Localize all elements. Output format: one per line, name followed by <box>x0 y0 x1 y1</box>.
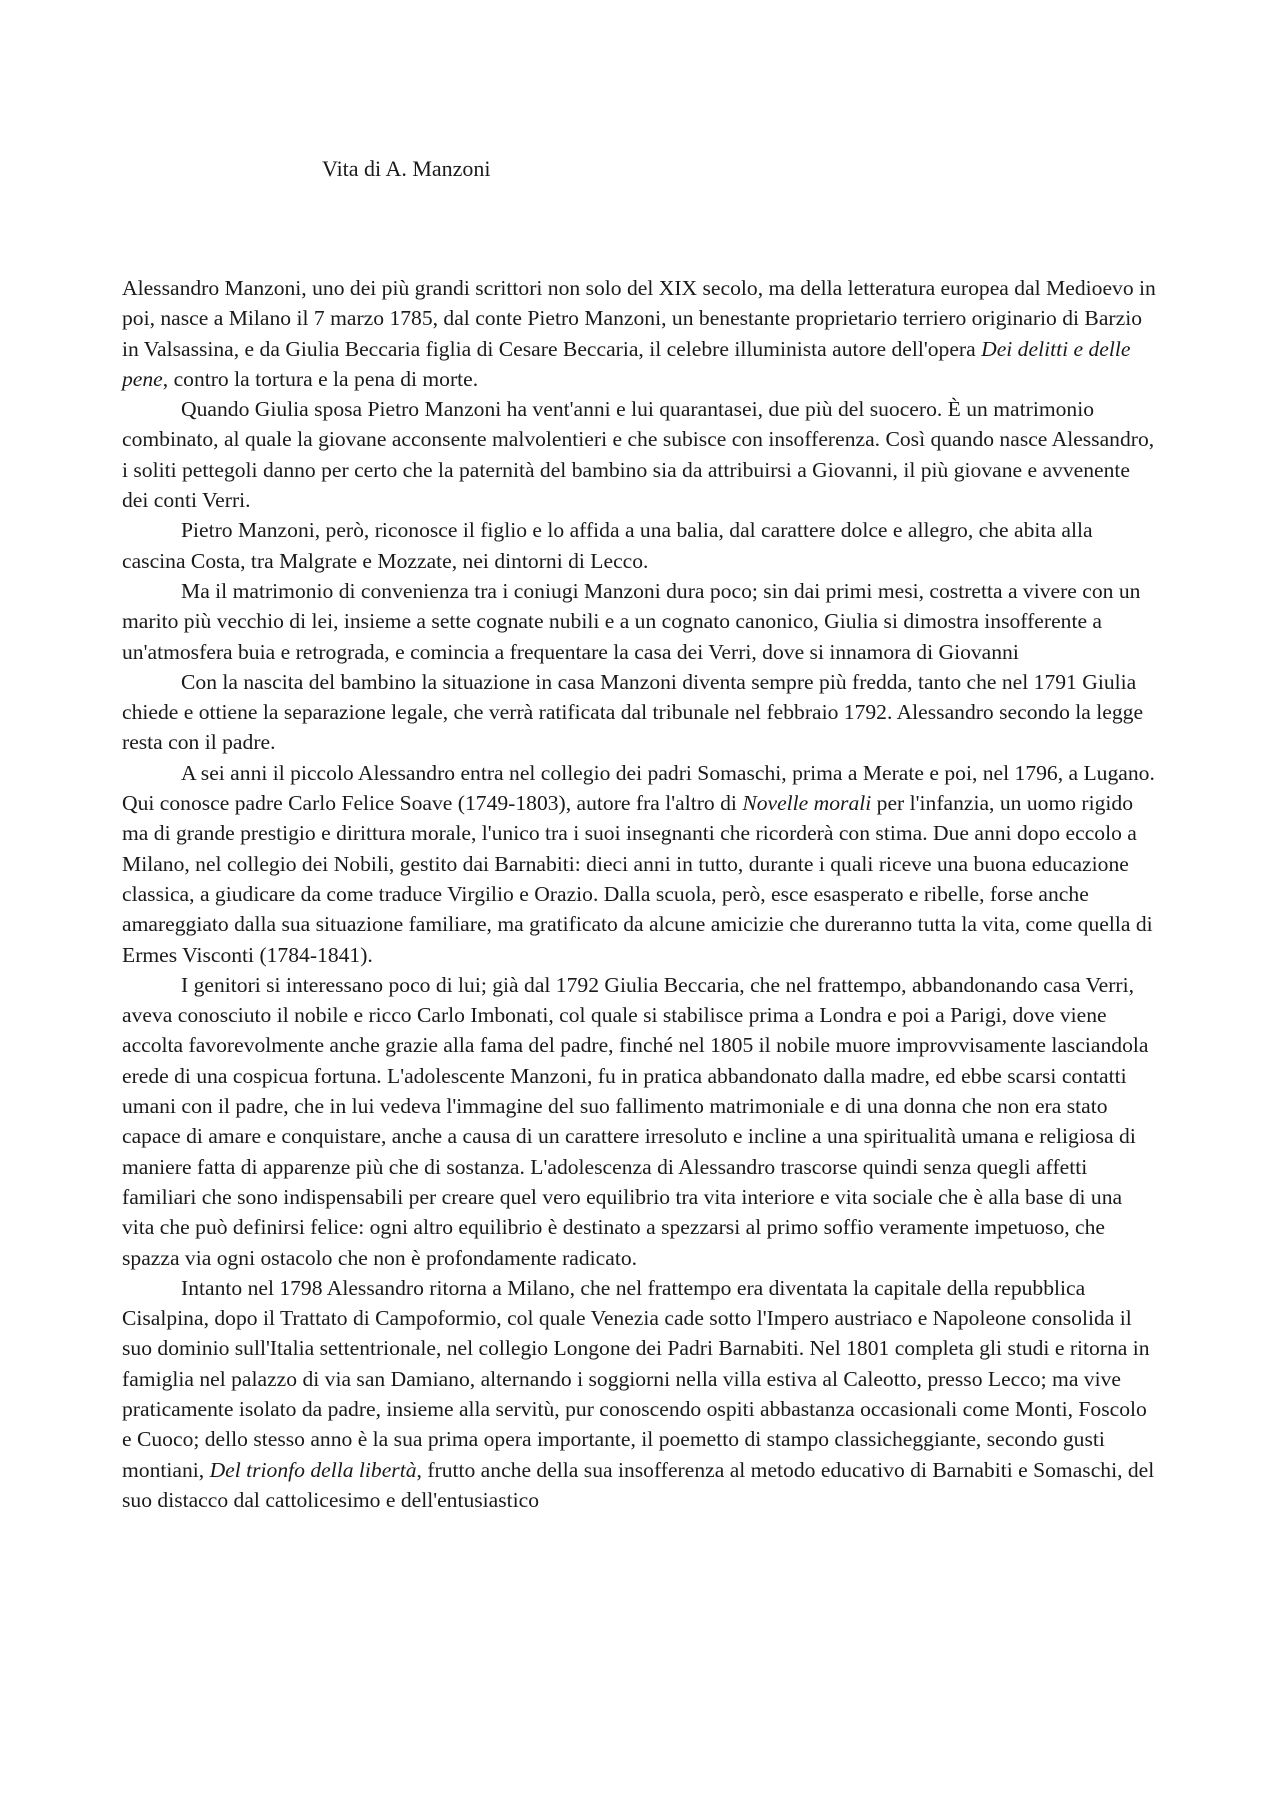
paragraph-text: Quando Giulia sposa Pietro Manzoni ha vent'anni e lui quarantasei, due più del suocero. È un matrimonio combinato, al quale la giovane acconsente malvolentieri e che subisce con insofferenza. Così quando nasce Alessandro, i soliti pettegoli danno per certo che la paternità del bambino sia da attribuirsi a Giovanni, il più giovane e avvenente dei conti Verri. <box>122 397 1155 513</box>
paragraph-6 <box>122 758 1158 970</box>
paragraph-text: per l'infanzia, un uomo rigido ma di grande prestigio e dirittura morale, l'unico tra i suoi insegnanti che ricorderà con stima. Due anni dopo eccolo a Milano, nel collegio dei Nobili, gestito dai Barnabiti: dieci anni in tutto, durante i quali riceve una buona educazione classica, a giudicare da come traduce Virgilio e Orazio. Dalla scuola, però, esce esasperato e ribelle, forse anche amareggiato dalla sua situazione familiare, ma gratificato da alcune amicizie che dureranno tutta la vita, come quella di Ermes Visconti (1784-1841). <box>122 791 1153 967</box>
paragraph-text: Ma il matrimonio di convenienza tra i coniugi Manzoni dura poco; sin dai primi mesi, costretta a vivere con un marito più vecchio di lei, insieme a sette cognate nubili e a un cognato canonico, Giulia si dimostra insofferente a un'atmosfera buia e retrograda, e comincia a frequentare la casa dei Verri, dove si innamora di Giovanni <box>122 578 1141 664</box>
paragraph-8 <box>122 1273 1158 1515</box>
paragraph-2 <box>122 394 1158 515</box>
book-title-dei-delitti: Dei delitti e delle pene <box>122 336 1131 391</box>
paragraph-1 <box>122 273 1158 394</box>
paragraph-text: , frutto anche della sua insofferenza al metodo educativo di Barnabiti e Somaschi, del suo distacco dal cattolicesimo e dell'entusiastico <box>122 1457 1155 1512</box>
paragraph-4 <box>122 576 1158 667</box>
paragraph-text: Intanto nel 1798 Alessandro ritorna a Milano, che nel frattempo era diventata la capitale della repubblica Cisalpina, dopo il Trattato di Campoformio, col quale Venezia cade sotto l'Impero austriaco e Napoleone consolida il suo dominio sull'Italia settentrionale, nel collegio Longone dei Padri Barnabiti. Nel 1801 completa gli studi e ritorna in famiglia nel palazzo di via san Damiano, alternando i soggiorni nella villa estiva al Caleotto, presso Lecco; ma vive praticamente isolato da padre, insieme alla servitù, pur conoscendo ospiti abbastanza occasionali come Monti, Foscolo e Cuoco; dello stesso anno è la sua prima opera importante, il poemetto di stampo classicheggiante, secondo gusti montiani, <box>122 1275 1150 1482</box>
paragraph-7 <box>122 970 1158 1273</box>
paragraph-3 <box>122 515 1158 576</box>
book-title-trionfo-liberta: Del trionfo della libertà <box>209 1457 417 1482</box>
paragraph-text: , contro la tortura e la pena di morte. <box>162 366 479 391</box>
paragraph-text: A sei anni il piccolo Alessandro entra nel collegio dei padri Somaschi, prima a Merate e poi, nel 1796, a Lugano. Qui conosce padre Carlo Felice Soave (1749-1803), autore fra l'altro di <box>122 760 1155 816</box>
paragraph-text: Alessandro Manzoni, uno dei più grandi scrittori non solo del XIX secolo, ma della letteratura europea dal Medioevo in poi, nasce a Milano il 7 marzo 1785, dal conte Pietro Manzoni, un benestante proprietario terriero originario di Barzio in Valsassina, e da Giulia Beccaria figlia di Cesare Beccaria, il celebre illuminista autore dell'opera <box>122 276 1156 361</box>
paragraph-text: Con la nascita del bambino la situazione in casa Manzoni diventa sempre più fredda, tanto che nel 1791 Giulia chiede e ottiene la separazione legale, che verrà ratificata dal tribunale nel febbraio 1792. Alessandro secondo la legge resta con il padre. <box>122 669 1144 755</box>
paragraph-text: I genitori si interessano poco di lui; già dal 1792 Giulia Beccaria, che nel frattempo, abbandonando casa Verri, aveva conosciuto il nobile e ricco Carlo Imbonati, col quale si stabilisce prima a Londra e poi a Parigi, dove viene accolta favorevolmente anche grazie alla fama del padre, finché nel 1805 il nobile muore improvvisamente lasciandola erede di una cospicua fortuna. L'adolescente Manzoni, fu in pratica abbandonato dalla madre, ed ebbe scarsi contatti umani con il padre, che in lui vedeva l'immagine del suo fallimento matrimoniale e di una donna che non era stato capace di amare e conquistare, anche a causa di un carattere irresoluto e incline a una spiritualità umana e religiosa di maniere fatta di apparenze più che di sostanza. L'adolescenza di Alessandro trascorse quindi senza quegli affetti familiari che sono indispensabili per creare quel vero equilibrio tra vita interiore e vita sociale che è alla base di una vita che può definirsi felice: ogni altro equilibrio è destinato a spezzarsi al primo soffio veramente impetuoso, che spazza via ogni ostacolo che non è profondamente radicato. <box>122 972 1149 1270</box>
paragraph-5 <box>122 667 1158 758</box>
book-title-novelle-morali: Novelle morali <box>742 791 872 816</box>
document-body <box>122 273 1158 1515</box>
paragraph-text: Pietro Manzoni, però, riconosce il figlio e lo affida a una balia, dal carattere dolce e allegro, che abita alla cascina Costa, tra Malgrate e Mozzate, nei dintorni di Lecco. <box>122 518 1093 573</box>
page-title: Vita di A. Manzoni <box>322 156 491 181</box>
